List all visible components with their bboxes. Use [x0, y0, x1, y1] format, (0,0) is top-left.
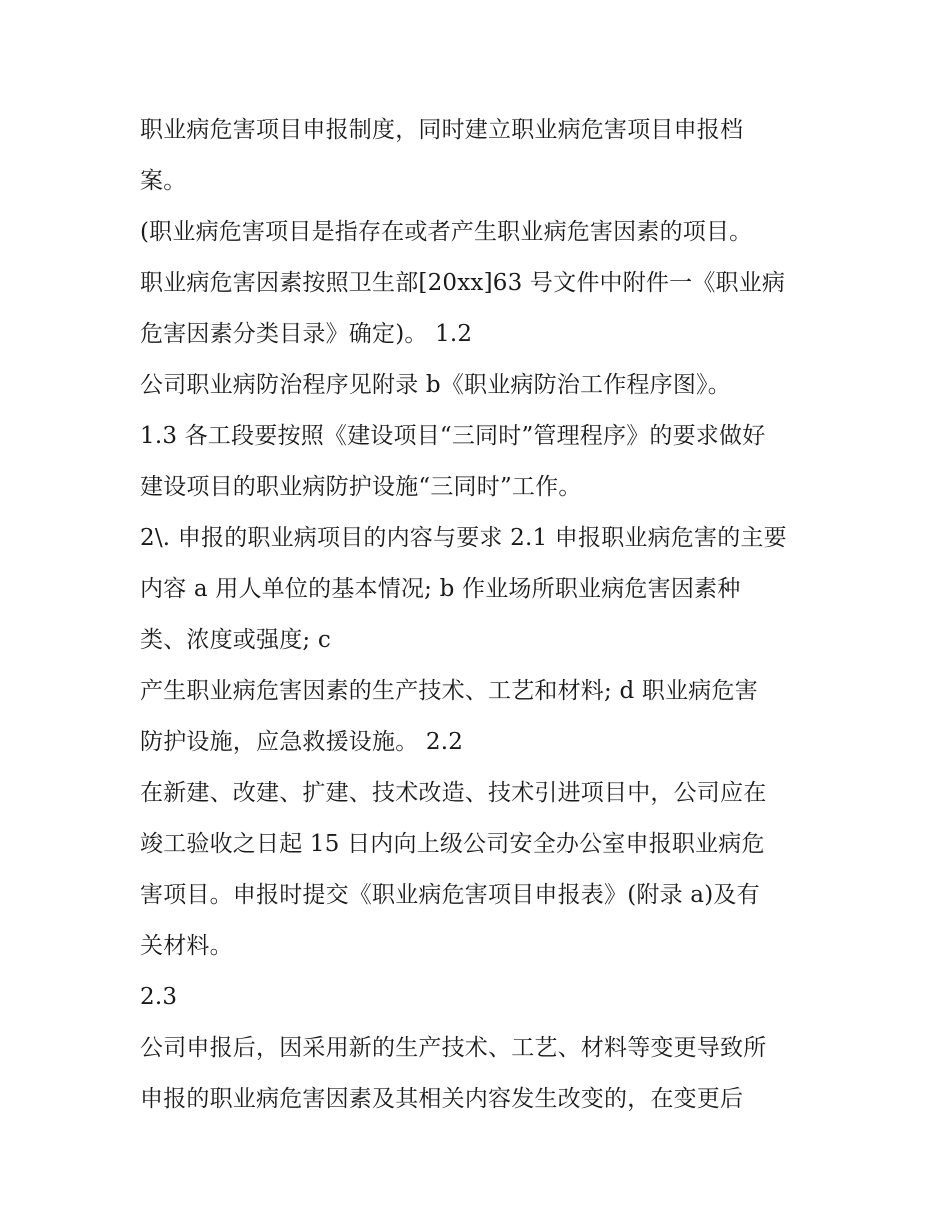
text-line: 关材料。 — [140, 933, 233, 959]
text-line: 防护设施，应急救援设施。 2.2 — [140, 729, 464, 755]
text-line: 建设项目的职业病防护设施“三同时”工作。 — [140, 474, 582, 500]
text-line: 在新建、改建、扩建、技术改造、技术引进项目中，公司应在 — [140, 780, 767, 806]
text-line: 职业病危害项目申报制度，同时建立职业病危害项目申报档 — [140, 117, 744, 143]
text-line: 内容 a 用人单位的基本情况; b 作业场所职业病危害因素种 — [140, 576, 741, 602]
document-body — [140, 105, 830, 1125]
text-line: 1.3 各工段要按照《建设项目“三同时”管理程序》的要求做好 — [140, 423, 766, 449]
text-line: 类、浓度或强度; c — [140, 627, 331, 653]
text-line: 危害因素分类目录》确定)。 1.2 — [140, 321, 473, 347]
text-line: 害项目。申报时提交《职业病危害项目申报表》(附录 a)及有 — [140, 882, 760, 908]
text-line: 2.3 — [140, 984, 178, 1010]
text-line: (职业病危害项目是指存在或者产生职业病危害因素的项目。 — [140, 219, 753, 245]
text-line: 公司职业病防治程序见附录 b《职业病防治工作程序图》。 — [140, 372, 731, 398]
text-line: 职业病危害因素按照卫生部[20xx]63 号文件中附件一《职业病 — [140, 270, 786, 296]
text-line: 申报的职业病危害因素及其相关内容发生改变的，在变更后 — [140, 1086, 744, 1112]
text-line: 案。 — [140, 168, 187, 194]
text-line: 竣工验收之日起 15 日内向上级公司安全办公室申报职业病危 — [140, 831, 765, 857]
text-line: 公司申报后，因采用新的生产技术、工艺、材料等变更导致所 — [140, 1035, 767, 1061]
text-line: 产生职业病危害因素的生产技术、工艺和材料; d 职业病危害 — [140, 678, 758, 704]
text-line: 2\. 申报的职业病项目的内容与要求 2.1 申报职业病危害的主要 — [140, 525, 787, 551]
